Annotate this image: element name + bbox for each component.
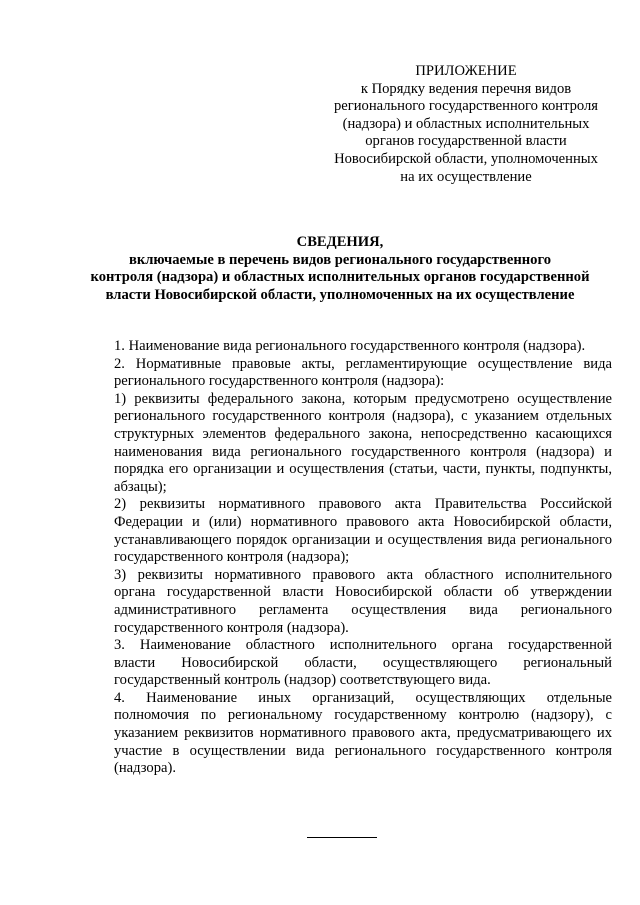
appendix-line: к Порядку ведения перечня видов <box>360 80 572 97</box>
paragraph-line: административного регламента осуществления вида регионального <box>114 601 612 618</box>
paragraph-line: органа государственной власти Новосибирской области об утверждении <box>114 584 612 601</box>
paragraph-line: 2) реквизиты нормативного правового акта Правительства Российской <box>114 496 612 513</box>
paragraph-line: (надзора). <box>114 760 177 777</box>
paragraph-line: структурных элементов федерального закона, непосредственно касающихся <box>114 425 612 442</box>
appendix-line: регионального государственного контроля <box>333 98 599 115</box>
paragraph-line: 3. Наименование областного исполнительного органа государственной <box>114 637 612 654</box>
end-divider-line <box>307 837 377 838</box>
paragraph-subitem-3 <box>76 567 612 637</box>
appendix-line: (надзора) и областных исполнительных <box>342 115 590 132</box>
paragraph-line: власти Новосибирской области, осуществляющего региональный <box>114 654 612 671</box>
paragraph-line: абзацы); <box>114 478 167 495</box>
heading-subtitle-line: власти Новосибирской области, уполномоченных на их осуществление <box>105 286 575 303</box>
document-body <box>76 338 612 778</box>
paragraph-item-4 <box>76 690 612 778</box>
paragraph-line: наименования вида регионального государственного контроля (надзора) и <box>114 443 612 460</box>
appendix-title: ПРИЛОЖЕНИЕ <box>415 63 517 79</box>
paragraph-subitem-2 <box>76 496 612 566</box>
appendix-line: органов государственной власти <box>365 133 567 150</box>
paragraph-line: полномочия по региональному государственному контролю (надзору), с <box>114 707 612 724</box>
appendix-line: на их осуществление <box>400 168 532 185</box>
paragraph-line: регионального государственного контроля (надзора), с указанием отдельных <box>114 408 612 425</box>
paragraph-line: 4. Наименование иных организаций, осуществляющих отдельные <box>114 689 612 706</box>
paragraph-subitem-1 <box>76 391 612 497</box>
paragraph-line: 2. Нормативные правовые акты, регламентирующие осуществление вида <box>114 355 612 372</box>
paragraph-line: порядка его организации и осуществления (статьи, части, пункты, подпункты, <box>114 461 612 478</box>
paragraph-item-3 <box>76 637 612 690</box>
paragraph-line: государственный контроль (надзор) соответствующего вида. <box>114 672 491 689</box>
paragraph-item-2 <box>76 356 612 391</box>
paragraph-line: регионального государственного контроля (надзора): <box>114 373 445 390</box>
paragraph-item-1 <box>76 338 612 356</box>
paragraph-line: 1) реквизиты федерального закона, которым предусмотрено осуществление <box>114 390 612 407</box>
paragraph-line: государственного контроля (надзора). <box>114 619 349 636</box>
appendix-line: Новосибирской области, уполномоченных <box>334 150 598 167</box>
paragraph-line: Федерации и (или) нормативного правового акта Новосибирской области, <box>114 513 612 530</box>
appendix-block <box>320 63 612 186</box>
heading-subtitle-line: включаемые в перечень видов регионального государственного <box>128 251 552 268</box>
heading-subtitle-line: контроля (надзора) и областных исполнительных органов государственной <box>90 269 590 286</box>
paragraph-line: указанием реквизитов нормативного правового акта, предусматривающего их <box>114 725 612 742</box>
paragraph-line: 3) реквизиты нормативного правового акта областного исполнительного <box>114 566 612 583</box>
paragraph-line: 1. Наименование вида регионального государственного контроля (надзора). <box>114 338 586 354</box>
paragraph-line: устанавливающего порядок организации и осуществления вида регионального <box>114 531 612 548</box>
paragraph-line: участие в осуществлении вида регионального государственного контроля <box>114 742 612 759</box>
heading-title: СВЕДЕНИЯ, <box>296 234 384 250</box>
document-heading <box>40 234 640 304</box>
paragraph-line: государственного контроля (надзора); <box>114 549 350 566</box>
